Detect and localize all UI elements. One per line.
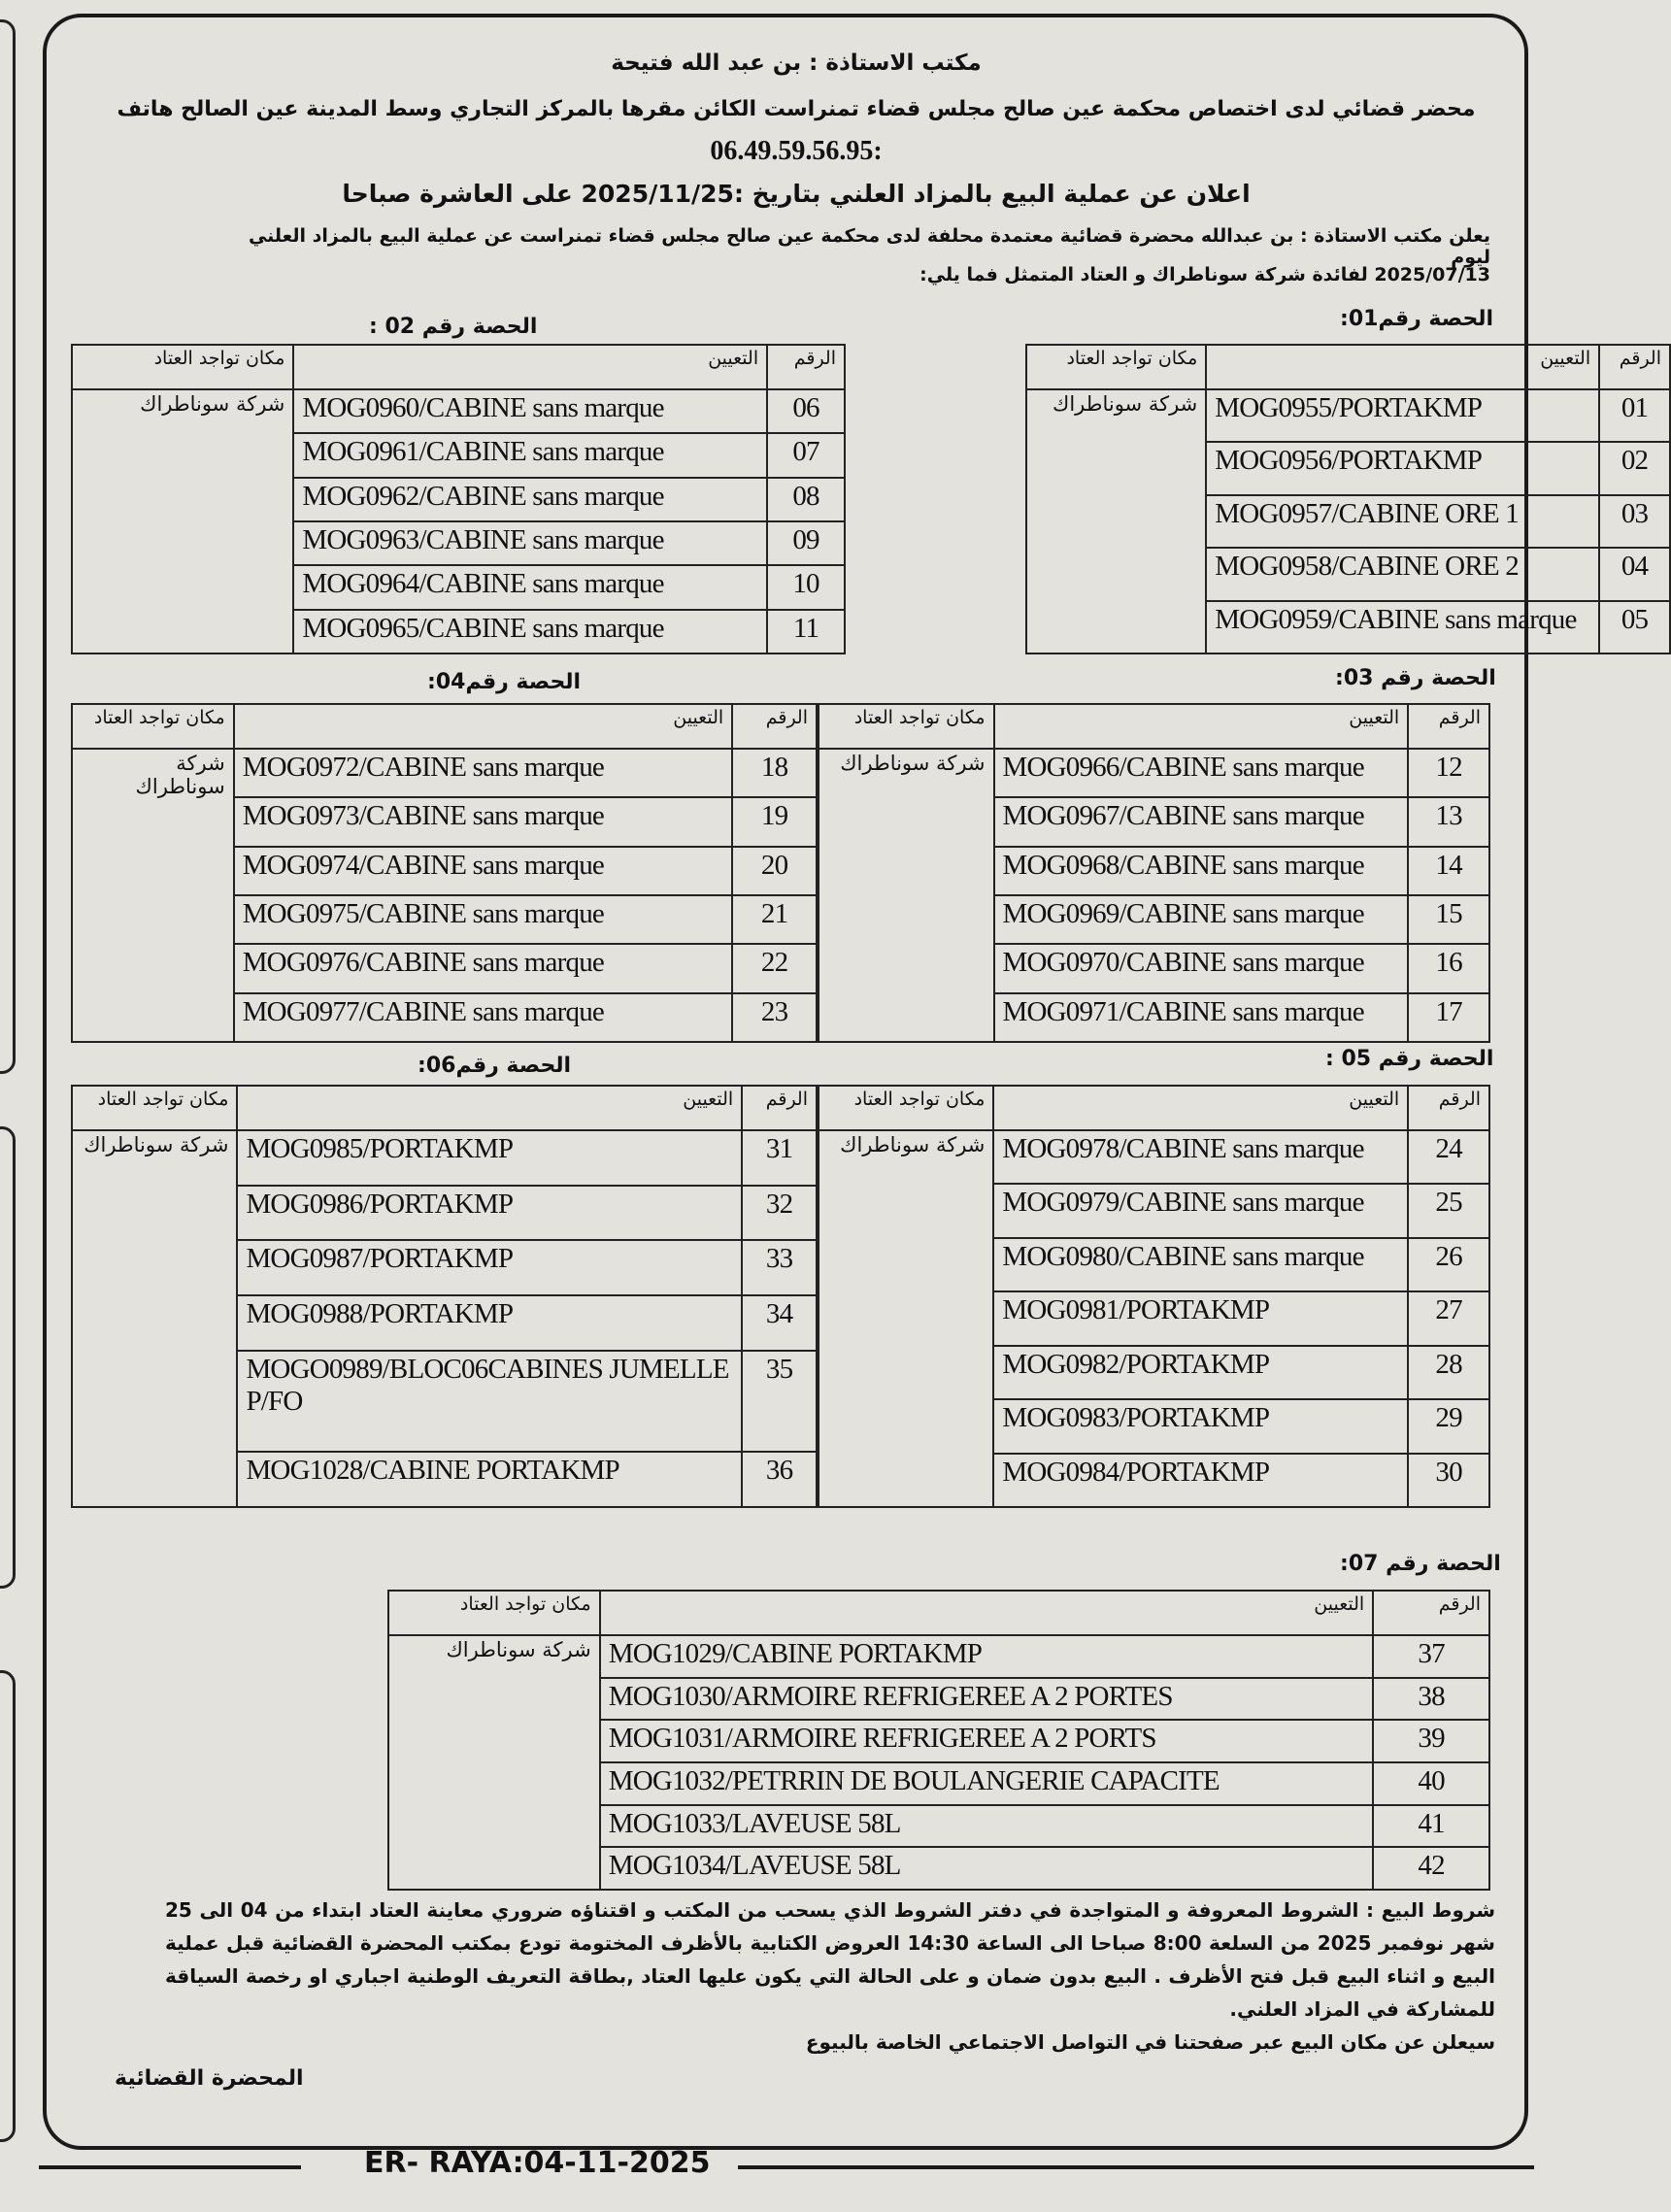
table-header-row bbox=[819, 1086, 1489, 1130]
item-designation: MOG0955/PORTAKMP bbox=[1206, 389, 1599, 442]
item-number: 26 bbox=[1408, 1238, 1489, 1291]
table-header-row bbox=[72, 704, 817, 749]
item-designation: MOG0980/CABINE sans marque bbox=[993, 1238, 1408, 1291]
item-number: 25 bbox=[1408, 1184, 1489, 1237]
item-number: 39 bbox=[1373, 1720, 1489, 1762]
column-header-number: الرقم bbox=[767, 345, 845, 389]
office-name: مكتب الاستاذة : بن عبد الله فتيحة bbox=[611, 50, 982, 76]
item-designation: MOG0988/PORTAKMP bbox=[237, 1295, 742, 1351]
item-number: 30 bbox=[1408, 1454, 1489, 1507]
column-header-location: مكان تواجد العتاد bbox=[819, 704, 994, 749]
item-designation: MOG0956/PORTAKMP bbox=[1206, 442, 1599, 494]
item-number: 37 bbox=[1373, 1635, 1489, 1678]
lot-table bbox=[818, 703, 1490, 1043]
item-designation: MOG0972/CABINE sans marque bbox=[234, 749, 732, 797]
item-number: 01 bbox=[1599, 389, 1670, 442]
item-designation: MOG0984/PORTAKMP bbox=[993, 1454, 1408, 1507]
item-designation: MOG0973/CABINE sans marque bbox=[234, 797, 732, 846]
table-row bbox=[388, 1635, 1489, 1678]
item-designation: MOG0979/CABINE sans marque bbox=[993, 1184, 1408, 1237]
item-number: 34 bbox=[742, 1295, 817, 1351]
lot-table bbox=[71, 344, 846, 654]
column-header-location: مكان تواجد العتاد bbox=[1026, 345, 1206, 389]
table-header-row bbox=[1026, 345, 1670, 389]
adjacent-column-border bbox=[0, 1126, 16, 1589]
column-header-number: الرقم bbox=[742, 1086, 817, 1130]
item-designation: MOG0974/CABINE sans marque bbox=[234, 847, 732, 895]
item-designation: MOG0966/CABINE sans marque bbox=[994, 749, 1409, 797]
item-number: 10 bbox=[767, 565, 845, 609]
item-designation: MOG0981/PORTAKMP bbox=[993, 1291, 1408, 1345]
column-header-designation: التعيين bbox=[234, 704, 732, 749]
item-number: 35 bbox=[742, 1351, 817, 1453]
item-designation: MOG0962/CABINE sans marque bbox=[293, 478, 767, 521]
item-designation: MOG0977/CABINE sans marque bbox=[234, 993, 732, 1042]
item-number: 40 bbox=[1373, 1762, 1489, 1805]
lot-table bbox=[1025, 344, 1671, 654]
item-designation: MOG0985/PORTAKMP bbox=[237, 1130, 742, 1186]
item-number: 31 bbox=[742, 1130, 817, 1186]
table-row bbox=[72, 389, 845, 433]
item-number: 07 bbox=[767, 433, 845, 477]
sale-terms bbox=[165, 1894, 1495, 2059]
item-location: شركة سوناطراك bbox=[1026, 389, 1206, 654]
table-header-row bbox=[388, 1591, 1489, 1635]
item-number: 38 bbox=[1373, 1678, 1489, 1721]
announcement-title: اعلان عن عملية البيع بالمزاد العلني بتاريخ :2025/11/25 على العاشرة صباحا bbox=[342, 180, 1251, 208]
column-header-number: الرقم bbox=[1408, 704, 1489, 749]
item-designation: MOG0960/CABINE sans marque bbox=[293, 389, 767, 433]
item-designation: MOG0958/CABINE ORE 2 bbox=[1206, 548, 1599, 600]
phone-number: 06.49.59.56.95: bbox=[710, 136, 883, 166]
item-number: 23 bbox=[732, 993, 817, 1042]
adjacent-column-border bbox=[0, 19, 16, 1074]
table-header-row bbox=[819, 704, 1489, 749]
newspaper-footer: ER- RAYA:04-11-2025 bbox=[364, 2146, 711, 2180]
item-designation: MOG0978/CABINE sans marque bbox=[993, 1130, 1408, 1184]
item-location: شركة سوناطراك bbox=[819, 749, 994, 1042]
item-number: 11 bbox=[767, 610, 845, 654]
column-header-designation: التعيين bbox=[237, 1086, 742, 1130]
item-designation: MOG0963/CABINE sans marque bbox=[293, 521, 767, 565]
item-number: 04 bbox=[1599, 548, 1670, 600]
item-number: 19 bbox=[732, 797, 817, 846]
item-number: 21 bbox=[732, 895, 817, 944]
item-designation: MOG0964/CABINE sans marque bbox=[293, 565, 767, 609]
column-header-location: مكان تواجد العتاد bbox=[388, 1591, 600, 1635]
column-header-number: الرقم bbox=[1408, 1086, 1489, 1130]
item-designation: MOG1031/ARMOIRE REFRIGEREE A 2 PORTS bbox=[600, 1720, 1373, 1762]
column-header-designation: التعيين bbox=[993, 1086, 1408, 1130]
item-number: 15 bbox=[1408, 895, 1489, 944]
table-row bbox=[72, 1130, 817, 1186]
item-number: 16 bbox=[1408, 944, 1489, 992]
item-designation: MOG1030/ARMOIRE REFRIGEREE A 2 PORTES bbox=[600, 1678, 1373, 1721]
item-designation: MOG0983/PORTAKMP bbox=[993, 1399, 1408, 1453]
table-row bbox=[72, 749, 817, 797]
lot-table bbox=[71, 1085, 818, 1508]
terms-announcement: سيعلن عن مكان البيع عبر صفحتنا في التواصل الاجتماعي الخاصة بالبيوع bbox=[805, 2030, 1495, 2054]
column-header-designation: التعيين bbox=[994, 704, 1409, 749]
footer-rule-right bbox=[738, 2165, 1534, 2169]
column-header-designation: التعيين bbox=[293, 345, 767, 389]
item-designation: MOG0970/CABINE sans marque bbox=[994, 944, 1409, 992]
item-number: 28 bbox=[1408, 1346, 1489, 1399]
item-number: 05 bbox=[1599, 601, 1670, 654]
item-designation: MOG0969/CABINE sans marque bbox=[994, 895, 1409, 944]
lot-table bbox=[387, 1590, 1490, 1891]
item-designation: MOG1034/LAVEUSE 58L bbox=[600, 1847, 1373, 1890]
footer-rule-left bbox=[39, 2165, 301, 2169]
table-header-row bbox=[72, 345, 845, 389]
column-header-location: مكان تواجد العتاد bbox=[72, 345, 293, 389]
table-row bbox=[819, 1130, 1489, 1184]
column-header-designation: التعيين bbox=[600, 1591, 1373, 1635]
item-number: 14 bbox=[1408, 847, 1489, 895]
item-number: 03 bbox=[1599, 495, 1670, 548]
column-header-number: الرقم bbox=[732, 704, 817, 749]
item-location: شركة سوناطراك bbox=[72, 749, 234, 1042]
intro-line-2: 2025/07/13 لفائدة شركة سوناطراك و العتاد المتمثل فما يلي: bbox=[919, 264, 1490, 285]
item-designation: MOG1033/LAVEUSE 58L bbox=[600, 1805, 1373, 1848]
item-location: شركة سوناطراك bbox=[819, 1130, 993, 1507]
item-number: 20 bbox=[732, 847, 817, 895]
item-location: شركة سوناطراك bbox=[388, 1635, 600, 1890]
column-header-location: مكان تواجد العتاد bbox=[72, 704, 234, 749]
item-number: 13 bbox=[1408, 797, 1489, 846]
item-number: 22 bbox=[732, 944, 817, 992]
signature: المحضرة القضائية bbox=[115, 2066, 304, 2091]
column-header-number: الرقم bbox=[1599, 345, 1670, 389]
item-number: 29 bbox=[1408, 1399, 1489, 1453]
item-designation: MOG0975/CABINE sans marque bbox=[234, 895, 732, 944]
lot-label: الحصة رقم 07: bbox=[1340, 1552, 1501, 1576]
lot-label: الحصة رقم 05 : bbox=[1325, 1047, 1494, 1071]
item-number: 06 bbox=[767, 389, 845, 433]
item-designation: MOG0976/CABINE sans marque bbox=[234, 944, 732, 992]
item-designation: MOGO0989/BLOC06CABINES JUMELLE P/FO bbox=[237, 1351, 742, 1453]
bailiff-line: محضر قضائي لدى اختصاص محكمة عين صالح مجلس قضاء تمنراست الكائن مقرها بالمركز التجاري وسط المدينة عين الصالح هاتف bbox=[117, 97, 1476, 121]
item-number: 18 bbox=[732, 749, 817, 797]
item-designation: MOG0961/CABINE sans marque bbox=[293, 433, 767, 477]
item-designation: MOG0982/PORTAKMP bbox=[993, 1346, 1408, 1399]
item-designation: MOG0971/CABINE sans marque bbox=[994, 993, 1409, 1042]
table-row bbox=[819, 749, 1489, 797]
lot-label: الحصة رقم04: bbox=[427, 670, 582, 694]
item-location: شركة سوناطراك bbox=[72, 389, 293, 654]
column-header-number: الرقم bbox=[1373, 1591, 1489, 1635]
item-number: 41 bbox=[1373, 1805, 1489, 1848]
item-number: 32 bbox=[742, 1186, 817, 1241]
column-header-designation: التعيين bbox=[1206, 345, 1599, 389]
intro-line-1: يعلن مكتب الاستاذة : بن عبدالله محضرة قضائية معتمدة محلفة لدى محكمة عين صالح مجلس قضاء تمنراست عن عملية البيع بالمزاد العلني ليوم bbox=[248, 225, 1490, 268]
lot-label: الحصة رقم01: bbox=[1340, 307, 1494, 331]
item-designation: MOG0968/CABINE sans marque bbox=[994, 847, 1409, 895]
item-number: 36 bbox=[742, 1452, 817, 1507]
item-number: 42 bbox=[1373, 1847, 1489, 1890]
item-number: 09 bbox=[767, 521, 845, 565]
item-designation: MOG0967/CABINE sans marque bbox=[994, 797, 1409, 846]
lot-label: الحصة رقم 03: bbox=[1335, 666, 1496, 690]
lot-table bbox=[71, 703, 818, 1043]
item-designation: MOG0965/CABINE sans marque bbox=[293, 610, 767, 654]
lot-label: الحصة رقم06: bbox=[418, 1054, 572, 1078]
item-number: 02 bbox=[1599, 442, 1670, 494]
item-number: 27 bbox=[1408, 1291, 1489, 1345]
table-header-row bbox=[72, 1086, 817, 1130]
lot-label: الحصة رقم 02 : bbox=[369, 315, 538, 339]
column-header-location: مكان تواجد العتاد bbox=[819, 1086, 993, 1130]
item-location: شركة سوناطراك bbox=[72, 1130, 237, 1507]
item-number: 12 bbox=[1408, 749, 1489, 797]
item-designation: MOG0987/PORTAKMP bbox=[237, 1240, 742, 1295]
item-number: 08 bbox=[767, 478, 845, 521]
item-designation: MOG0986/PORTAKMP bbox=[237, 1186, 742, 1241]
item-designation: MOG1029/CABINE PORTAKMP bbox=[600, 1635, 1373, 1678]
lot-table bbox=[818, 1085, 1490, 1508]
item-designation: MOG0959/CABINE sans marque bbox=[1206, 601, 1599, 654]
item-number: 33 bbox=[742, 1240, 817, 1295]
terms-paragraph: شروط البيع : الشروط المعروفة و المتواجدة في دفتر الشروط الذي يسحب من المكتب و اقتناؤه ضروري معاينة العتاد ابتداء من 04 الى 25 شهر نوفمبر 2025 من السلعة 8:00 صباحا الى الساعة 14:30 العروض الكتابية بالأظرف المختومة تودع بمكتب المحضرة القضائية قبل عملية البيع و اثناء البيع قبل فتح الأظرف . البيع بدون ضمان و على الحالة التي يكون عليها العتاد ,بطاقة التعريف الوطنية اجباري او رخصة السياقة للمشاركة في المزاد العلني. bbox=[165, 1898, 1495, 2021]
item-designation: MOG1028/CABINE PORTAKMP bbox=[237, 1452, 742, 1507]
table-row bbox=[1026, 389, 1670, 442]
item-number: 24 bbox=[1408, 1130, 1489, 1184]
column-header-location: مكان تواجد العتاد bbox=[72, 1086, 237, 1130]
item-number: 17 bbox=[1408, 993, 1489, 1042]
item-designation: MOG0957/CABINE ORE 1 bbox=[1206, 495, 1599, 548]
item-designation: MOG1032/PETRRIN DE BOULANGERIE CAPACITE bbox=[600, 1762, 1373, 1805]
adjacent-column-border bbox=[0, 1670, 16, 2142]
